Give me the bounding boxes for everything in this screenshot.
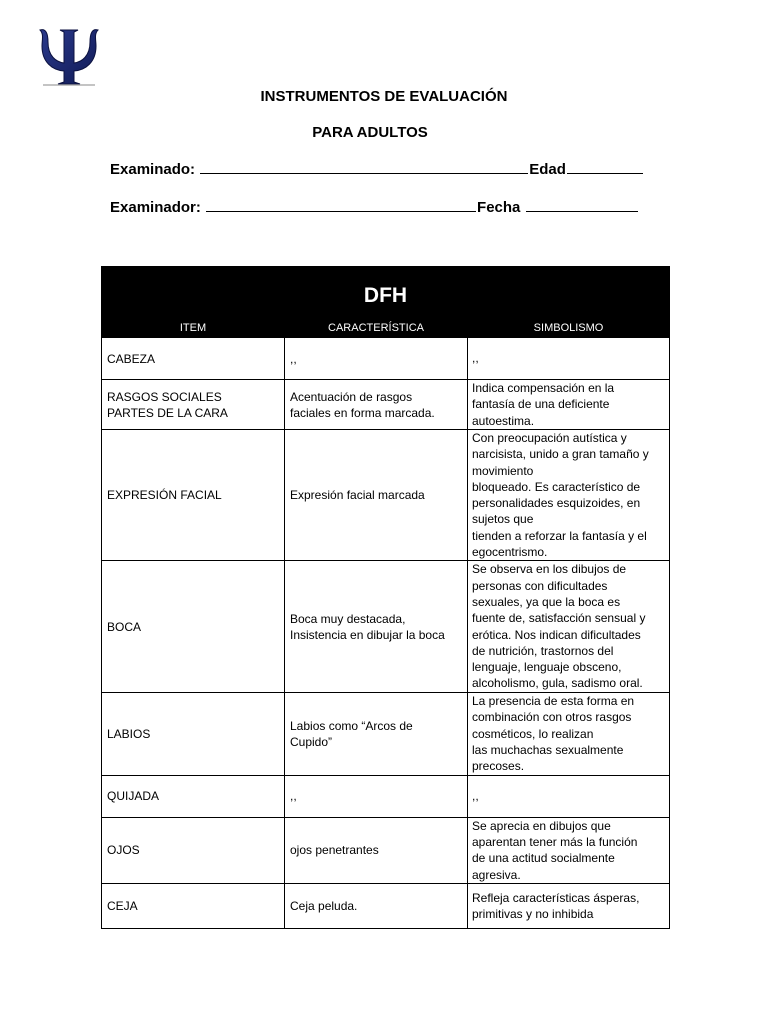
item-cell: CEJA (102, 883, 285, 928)
table-row (102, 775, 670, 817)
caracteristica-cell: ojos penetrantes (285, 817, 468, 883)
examinado-blank[interactable] (200, 160, 528, 174)
simbolismo-cell: ,, (468, 775, 670, 817)
caracteristica-cell: Labios como “Arcos de Cupido” (285, 692, 468, 775)
fecha-blank[interactable] (526, 198, 638, 212)
table-row (102, 692, 670, 775)
simbolismo-cell: Con preocupación autística y narcisista, unido a gran tamaño y movimiento bloqueado. Es característico de personalidades esquizoides, en sujetos que tienden a reforzar la fantasía y el egocentrismo. (468, 430, 670, 561)
simbolismo-cell: Indica compensación en la fantasía de una deficiente autoestima. (468, 380, 670, 430)
document-subtitle: PARA ADULTOS (312, 124, 428, 141)
edad-label: Edad (529, 161, 566, 178)
examinador-blank[interactable] (206, 198, 476, 212)
simbolismo-cell: ,, (468, 338, 670, 380)
examinador-field[interactable] (110, 198, 639, 216)
table-title: DFH (102, 267, 670, 320)
table-row (102, 380, 670, 430)
caracteristica-cell: Acentuación de rasgos faciales en forma marcada. (285, 380, 468, 430)
table-row (102, 430, 670, 561)
document-title: INSTRUMENTOS DE EVALUACIÓN (260, 88, 508, 105)
item-cell: LABIOS (102, 692, 285, 775)
item-cell: QUIJADA (102, 775, 285, 817)
simbolismo-cell: Refleja características ásperas, primitivas y no inhibida (468, 883, 670, 928)
item-cell: RASGOS SOCIALES PARTES DE LA CARA (102, 380, 285, 430)
fecha-label: Fecha (477, 199, 525, 216)
dfh-table (101, 266, 670, 929)
column-header-simbolismo: SIMBOLISMO (468, 320, 670, 338)
caracteristica-cell: Ceja peluda. (285, 883, 468, 928)
table-row (102, 338, 670, 380)
item-cell: EXPRESIÓN FACIAL (102, 430, 285, 561)
item-cell: BOCA (102, 561, 285, 692)
simbolismo-cell: Se aprecia en dibujos que aparentan tener más la función de una actitud socialmente agresiva. (468, 817, 670, 883)
caracteristica-cell: Expresión facial marcada (285, 430, 468, 561)
simbolismo-cell: La presencia de esta forma en combinación con otros rasgos cosméticos, lo realizan las muchachas sexualmente precoses. (468, 692, 670, 775)
examinado-field[interactable] (110, 160, 644, 178)
simbolismo-cell: Se observa en los dibujos de personas con dificultades sexuales, ya que la boca es fuente de, satisfacción sensual y erótica. Nos indican dificultades de nutrición, trastornos del lenguaje, lenguaje obsceno, alcoholismo, gula, sadismo oral. (468, 561, 670, 692)
examinado-label: Examinado: (110, 161, 200, 178)
table-row (102, 561, 670, 692)
psi-logo-icon (34, 22, 104, 90)
column-header-item: ITEM (102, 320, 285, 338)
examinador-label: Examinador: (110, 199, 206, 216)
item-cell: OJOS (102, 817, 285, 883)
table-row (102, 883, 670, 928)
caracteristica-cell: ,, (285, 338, 468, 380)
edad-blank[interactable] (567, 160, 643, 174)
caracteristica-cell: Boca muy destacada, Insistencia en dibujar la boca (285, 561, 468, 692)
table-row (102, 817, 670, 883)
item-cell: CABEZA (102, 338, 285, 380)
column-header-caracteristica: CARACTERÍSTICA (285, 320, 468, 338)
caracteristica-cell: ,, (285, 775, 468, 817)
